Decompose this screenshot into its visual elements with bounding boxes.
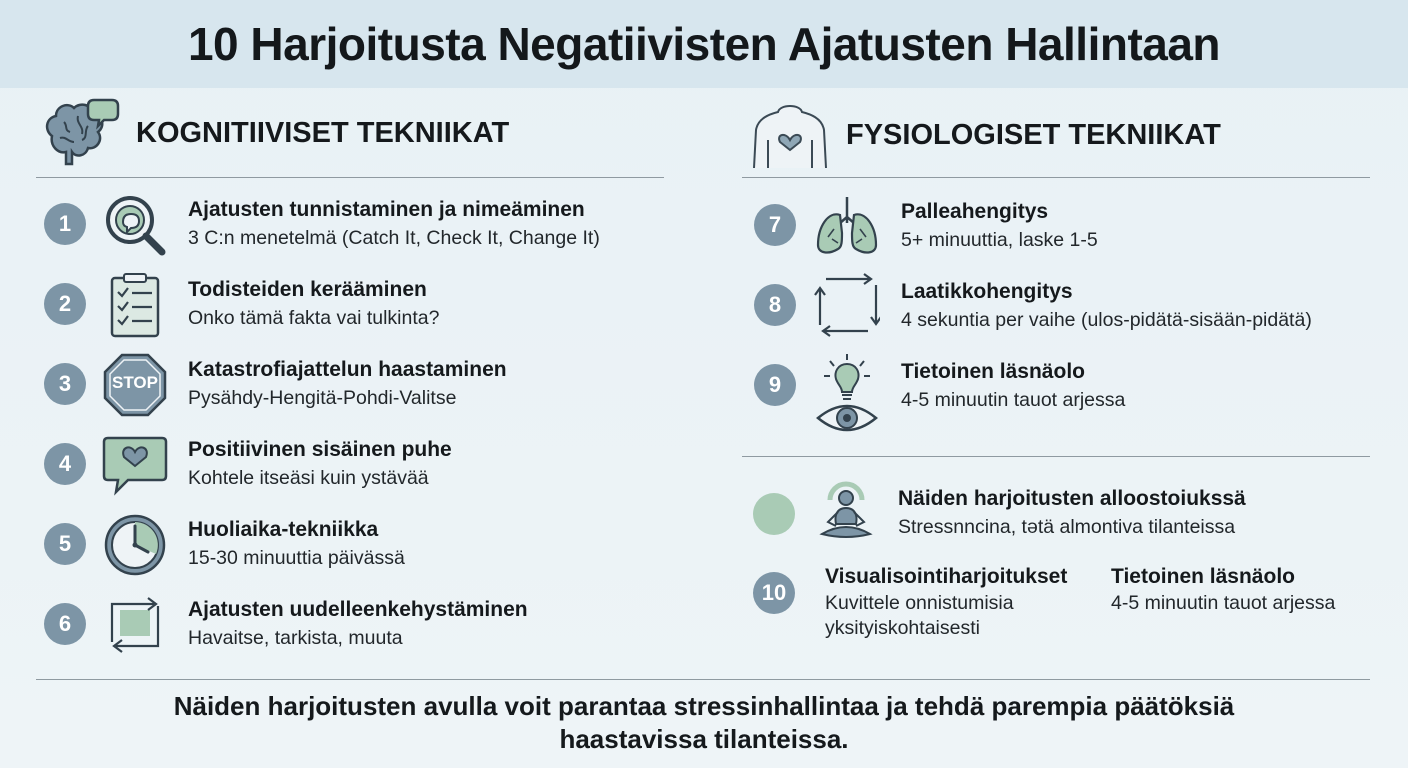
- item-number-badge: 9: [754, 364, 796, 406]
- item-subtitle: Onko tämä fakta vai tulkinta?: [188, 307, 440, 329]
- item-title: Ajatusten uudelleenkehystäminen: [188, 598, 528, 621]
- clipboard-checklist-icon: [104, 272, 170, 338]
- item-title: Palleahengitys: [901, 200, 1049, 223]
- meditation-icon: [816, 478, 876, 544]
- item-title: Huoliaika-tekniikka: [188, 518, 379, 541]
- clock-icon: [102, 512, 168, 578]
- item-subtitle: 4 sekuntia per vaihe (ulos-pidätä-sisään-pidätä): [901, 309, 1312, 331]
- item-number-badge: 4: [44, 443, 86, 485]
- reframe-icon: [104, 592, 170, 658]
- physio-subdivider: [742, 456, 1370, 457]
- item-subtitle: Kuvittele onnistumisia: [825, 592, 1014, 614]
- item-title: Tietoinen läsnäolo: [1111, 565, 1295, 588]
- item-subtitle: yksityiskohtaisesti: [825, 617, 980, 639]
- footer-divider: [36, 679, 1370, 680]
- item-subtitle: Pysähdy-Hengitä-Pohdi-Valitse: [188, 387, 457, 409]
- item-number-badge: 6: [44, 603, 86, 645]
- item-number-badge: 5: [44, 523, 86, 565]
- physio-heading-label: FYSIOLOGISET TEKNIIKAT: [846, 118, 1221, 151]
- box-arrows-icon: [814, 273, 880, 339]
- footer-line: Näiden harjoitusten avulla voit parantaa stressinhallintaa ja tehdä parempia päätöksiä: [173, 691, 1235, 721]
- torso-heart-icon: [750, 100, 830, 170]
- brain-speech-icon: [42, 96, 122, 170]
- item-title: Ajatusten tunnistaminen ja nimeäminen: [188, 198, 585, 221]
- magnifier-icon: [102, 192, 168, 258]
- item-subtitle: 15-30 minuuttia päivässä: [188, 547, 405, 569]
- lungs-icon: [814, 193, 880, 259]
- bulb-eye-icon: [814, 352, 880, 436]
- heart-bubble-icon: [102, 432, 168, 498]
- item-number-badge: 8: [754, 284, 796, 326]
- page-title: 10 Harjoitusta Negatiivisten Ajatusten Hallintaan: [187, 18, 1221, 70]
- item-number-badge: 10: [753, 572, 795, 614]
- item-subtitle: 4-5 minuutin tauot arjessa: [901, 389, 1126, 411]
- item-subtitle: 4-5 minuutin tauot arjessa: [1111, 592, 1336, 614]
- item-title: Todisteiden kerääminen: [188, 278, 427, 301]
- stop-sign-icon: [102, 352, 168, 418]
- footer-line: haastavissa tilanteissa.: [559, 724, 849, 754]
- item-subtitle: Havaitse, tarkista, muuta: [188, 627, 403, 649]
- stop-sign-text: STOP: [112, 373, 158, 392]
- green-dot: [753, 493, 795, 535]
- item-title: Katastrofiajattelun haastaminen: [188, 358, 507, 381]
- item-title: Näiden harjoitusten alloostoiukssä: [898, 487, 1246, 510]
- item-subtitle: 3 C:n menetelmä (Catch It, Check It, Change It): [188, 227, 600, 249]
- item-title: Visualisointiharjoitukset: [825, 565, 1068, 588]
- item-number-badge: 1: [44, 203, 86, 245]
- item-title: Laatikkohengitys: [901, 280, 1073, 303]
- item-subtitle: 5+ minuuttia, laske 1-5: [901, 229, 1098, 251]
- physio-heading: [750, 100, 1221, 170]
- cognitive-heading: [42, 96, 509, 170]
- cognitive-heading-label: KOGNITIIVISET TEKNIIKAT: [136, 116, 510, 149]
- cognitive-divider: [36, 177, 664, 178]
- item-title: Positiivinen sisäinen puhe: [188, 438, 452, 461]
- item-number-badge: 3: [44, 363, 86, 405]
- physio-divider: [742, 177, 1370, 178]
- item-number-badge: 2: [44, 283, 86, 325]
- item-subtitle: Stressnncina, tətä almontiva tilanteissa: [898, 516, 1236, 538]
- footer-summary: [0, 690, 1408, 756]
- item-title: Tietoinen läsnäolo: [901, 360, 1085, 383]
- item-subtitle: Kohtele itseäsi kuin ystävää: [188, 467, 429, 489]
- item-number-badge: 7: [754, 204, 796, 246]
- title-banner: [0, 0, 1408, 88]
